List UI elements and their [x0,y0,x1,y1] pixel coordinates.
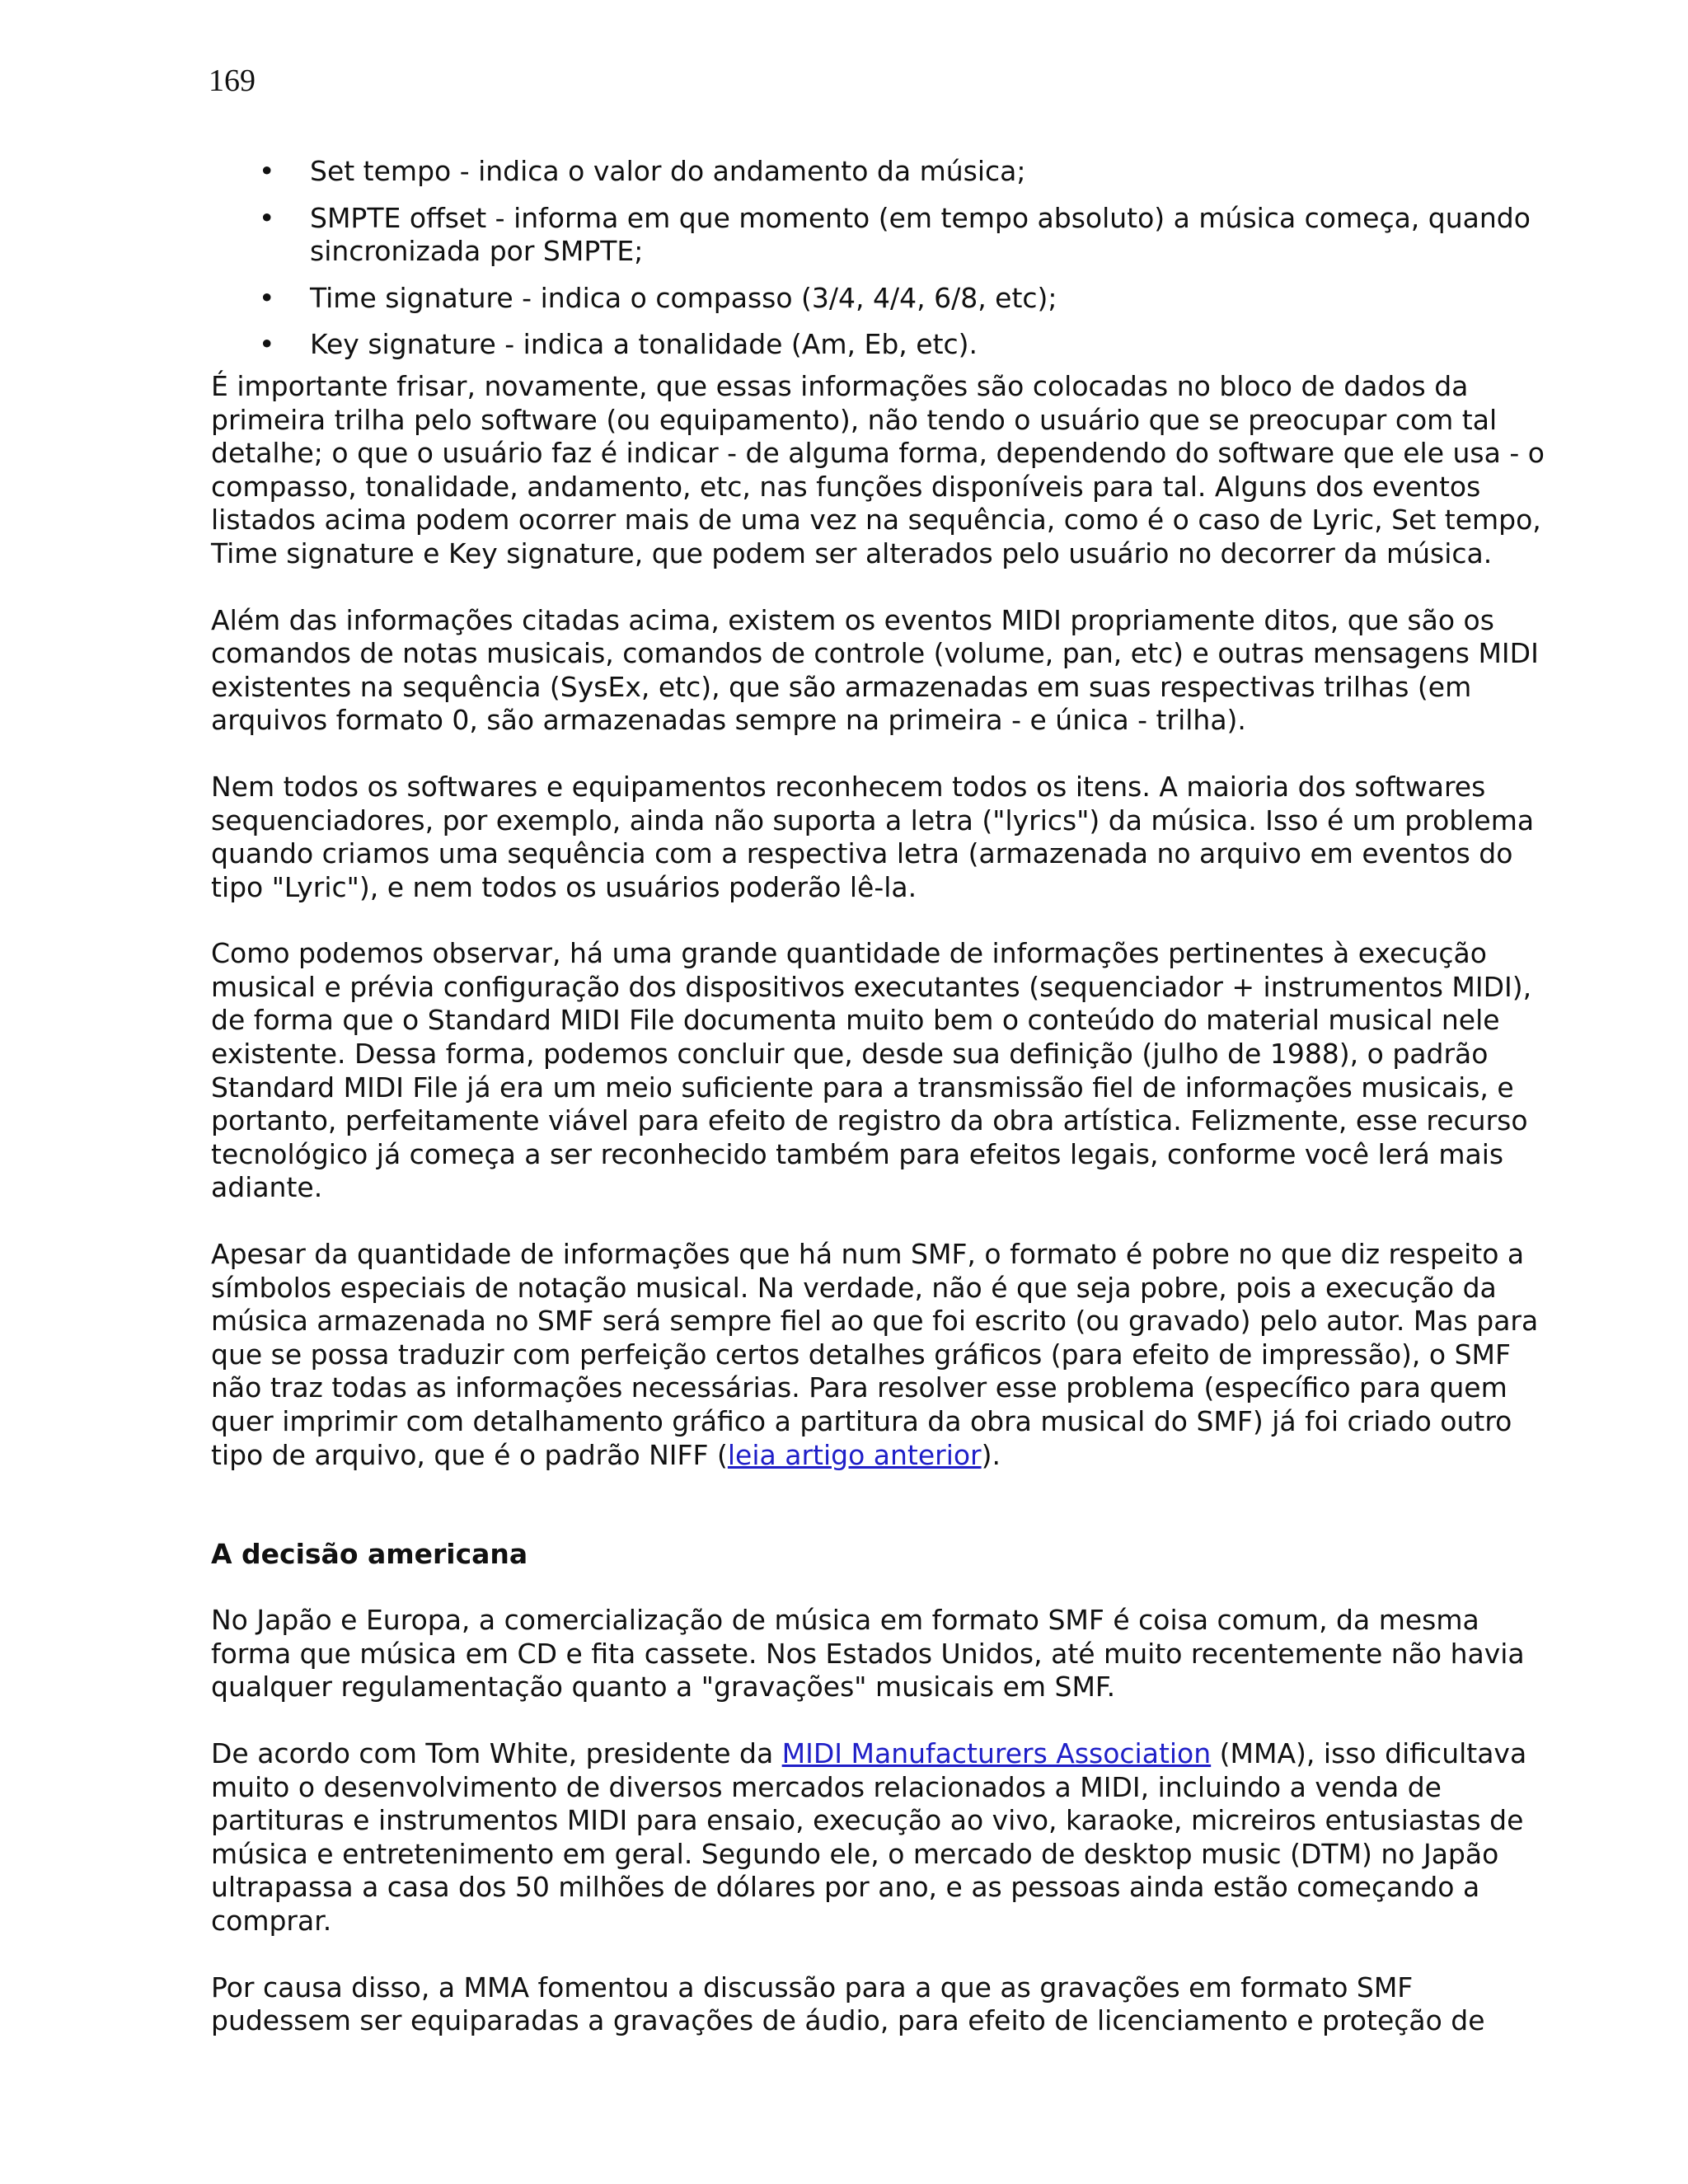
paragraph [211,1737,1554,1938]
paragraph: Além das informações citadas acima, existem os eventos MIDI propriamente ditos, que são os comandos de notas musicais, comandos de controle (volume, pan, etc) e outras mensagens MIDI existentes na sequência (SysEx, etc), que são armazenadas em suas respectivas trilhas (em arquivos formato 0, são armazenadas sempre na primeira - e única - trilha). [211,603,1539,737]
paragraph-text: ). [981,1438,1001,1471]
bullet-icon: • [259,328,275,361]
paragraph: Por causa disso, a MMA fomentou a discussão para a que as gravações em formato SMF pudessem ser equiparadas a gravações de áudio, para efeito de licenciamento e proteção de [211,1971,1485,2037]
list-item [211,202,1554,269]
list-item-text: Key signature - indica a tonalidade (Am, Eb, etc). [310,328,978,361]
list-item [211,155,1554,189]
paragraph: Nem todos os softwares e equipamentos reconhecem todos os itens. A maioria dos softwares sequenciadores, por exemplo, ainda não suporta a letra ("lyrics") da música. Isso é um problema quando criamos uma sequência com a respectiva letra (armazenada no arquivo em eventos do tipo "Lyric"), e nem todos os usuários poderão lê-la. [211,770,1535,903]
paragraph: Como podemos observar, há uma grande quantidade de informações pertinentes à execução musical e prévia configuração dos dispositivos executantes (sequenciador + instrumentos MIDI), de forma que o Standard MIDI File documenta muito bem o conteúdo do material musical nele existente. Dessa forma, podemos concluir que, desde sua definição (julho de 1988), o padrão Standard MIDI File já era um meio suficiente para a transmissão fiel de informações musicais, e portanto, perfeitamente viável para efeito de registro da obra artística. Felizmente, esse recurso tecnológico já começa a ser reconhecido também para efeitos legais, conforme você lerá mais adiante. [211,937,1532,1204]
mma-link[interactable]: MIDI Manufacturers Association [781,1736,1212,1769]
paragraph-text: (MMA), isso dificultava muito o desenvolvimento de diversos mercados relacionados a MIDI, incluindo a venda de partituras e instrumentos MIDI para ensaio, execução ao vivo, karaoke, micreiros entusiastas de música e entretenimento em geral. Segundo ele, o mercado de desktop music (DTM) no Japão ultrapassa a casa dos 50 milhões de dólares por ano, e as pessoas ainda estão começando a comprar. [211,1736,1527,1937]
paragraph-text: De acordo com Tom White, presidente da [211,1736,782,1769]
bullet-icon: • [259,201,275,234]
list-item [211,328,1554,362]
paragraph: É importante frisar, novamente, que essas informações são colocadas no bloco de dados da primeira trilha pelo software (ou equipamento), não tendo o usuário que se preocupar com tal detalhe; o que o usuário faz é indicar - de alguma forma, dependendo do software que ele usa - o compasso, tonalidade, andamento, etc, nas funções disponíveis para tal. Alguns dos eventos listados acima podem ocorrer mais de uma vez na sequência, como é o caso de Lyric, Set tempo, Time signature e Key signature, que podem ser alterados pelo usuário no decorrer da música. [211,369,1545,569]
list-item [211,282,1554,316]
section-heading: A decisão americana [211,1538,528,1571]
list-item-text: SMPTE offset - informa em que momento (em tempo absoluto) a música começa, quando sincronizada por SMPTE; [310,201,1531,268]
previous-article-link[interactable]: leia artigo anterior [727,1438,982,1471]
list-item-text: Time signature - indica o compasso (3/4, 4/4, 6/8, etc); [310,281,1057,314]
document-body [211,155,1554,2071]
page-number: 169 [209,63,256,98]
event-list [211,155,1554,362]
paragraph [211,1238,1554,1472]
paragraph: No Japão e Europa, a comercialização de música em formato SMF é coisa comum, da mesma forma que música em CD e fita cassete. Nos Estados Unidos, até muito recentemente não havia qualquer regulamentação quanto a "gravações" musicais em SMF. [211,1604,1525,1704]
paragraph-text: Apesar da quantidade de informações que há num SMF, o formato é pobre no que diz respeito a símbolos especiais de notação musical. Na verdade, não é que seja pobre, pois a execução da música armazenada no SMF será sempre fiel ao que foi escrito (ou gravado) pelo autor. Mas para que se possa traduzir com perfeição certos detalhes gráficos (para efeito de impressão), o SMF não traz todas as informações necessárias. Para resolver esse problema (específico para quem quer imprimir com detalhamento gráfico a partitura da obra musical do SMF) já foi criado outro tipo de arquivo, que é o padrão NIFF ( [211,1238,1539,1471]
bullet-icon: • [259,155,275,187]
list-item-text: Set tempo - indica o valor do andamento da música; [310,155,1026,187]
bullet-icon: • [259,281,275,314]
